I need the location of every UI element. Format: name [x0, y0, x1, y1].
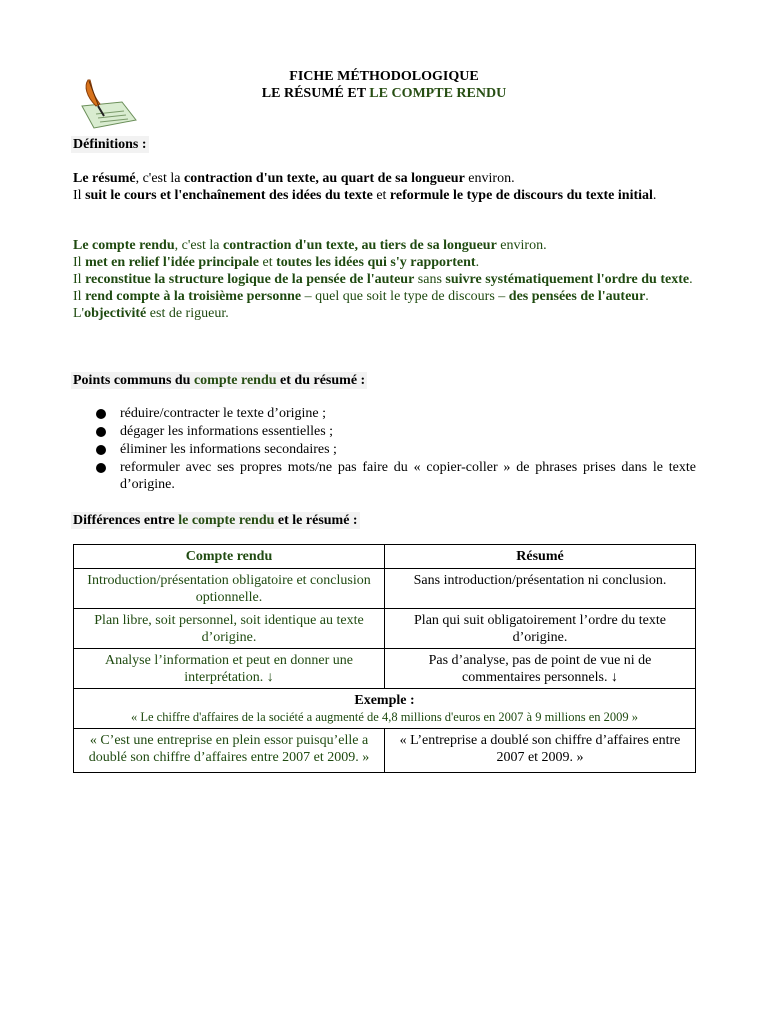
table-row [74, 569, 696, 609]
table-row [74, 649, 696, 689]
bullet-icon [96, 427, 106, 437]
table-cell: Pas d’analyse, pas de point de vue ni de commentaires personnels. ↓ [385, 649, 696, 689]
page-title [0, 68, 768, 102]
col-header-resume: Résumé [385, 545, 696, 569]
common-points-list [73, 405, 696, 494]
bullet-icon [96, 445, 106, 455]
title-line-2: LE RÉSUMÉ ET LE COMPTE RENDU [261, 86, 507, 101]
example-quote: « Le chiffre d'affaires de la société a augmenté de 4,8 millions d'euros en 2007 à 9 millions en 2009 » [130, 710, 639, 724]
bullet-icon [96, 409, 106, 419]
cr-line-2: Il met en relief l'idée principale et toutes les idées qui s'y rapportent. [73, 255, 480, 270]
col-header-compte-rendu: Compte rendu [74, 545, 385, 569]
table-cell: Plan qui suit obligatoirement l’ordre du texte d’origine. [385, 609, 696, 649]
example-row [74, 689, 696, 729]
list-item: éliminer les informations secondaires ; [73, 441, 696, 458]
table-header-row [74, 545, 696, 569]
cr-line-3: Il reconstitue la structure logique de la pensée de l'auteur sans suivre systématiquement l'ordre du texte. [73, 272, 693, 287]
list-item: réduire/contracter le texte d’origine ; [73, 405, 696, 422]
list-item: reformuler avec ses propres mots/ne pas faire du « copier-coller » de phrases prises dans le texte d’origine. [73, 459, 696, 493]
title-line-1: FICHE MÉTHODOLOGIQUE [289, 69, 479, 84]
table-cell: « C’est une entreprise en plein essor puisqu’elle a doublé son chiffre d’affaires entre 2007 et 2009. » [74, 729, 385, 773]
cr-line-5: L'objectivité est de rigueur. [73, 306, 229, 321]
table-cell: « L’entreprise a doublé son chiffre d’affaires entre 2007 et 2009. » [385, 729, 696, 773]
common-points-heading: Points communs du compte rendu et du résumé : [73, 373, 366, 388]
cr-line-1: Le compte rendu, c'est la contraction d'un texte, au tiers de sa longueur environ. [73, 238, 547, 253]
table-cell: Analyse l’information et peut en donner une interprétation. ↓ [74, 649, 385, 689]
cr-line-4: Il rend compte à la troisième personne – quel que soit le type de discours – des pensées de l'auteur. [73, 289, 649, 304]
example-title: Exemple : [354, 693, 415, 708]
resume-definition [73, 170, 696, 204]
list-item: dégager les informations essentielles ; [73, 423, 696, 440]
example-cell [74, 689, 696, 729]
comparison-table [73, 544, 696, 773]
bullet-icon [96, 463, 106, 473]
table-row [74, 609, 696, 649]
table-cell: Introduction/présentation obligatoire et conclusion optionnelle. [74, 569, 385, 609]
table-row [74, 729, 696, 773]
differences-heading: Différences entre le compte rendu et le résumé : [73, 513, 358, 528]
compte-rendu-definition [73, 237, 696, 322]
resume-line-2: Il suit le cours et l'enchaînement des idées du texte et reformule le type de discours du texte initial. [73, 188, 657, 203]
title-compte-rendu: LE COMPTE RENDU [369, 86, 507, 101]
table-cell: Sans introduction/présentation ni conclusion. [385, 569, 696, 609]
table-cell: Plan libre, soit personnel, soit identique au texte d’origine. [74, 609, 385, 649]
definitions-heading: Définitions : [73, 137, 147, 152]
resume-line-1: Le résumé, c'est la contraction d'un texte, au quart de sa longueur environ. [73, 171, 515, 186]
